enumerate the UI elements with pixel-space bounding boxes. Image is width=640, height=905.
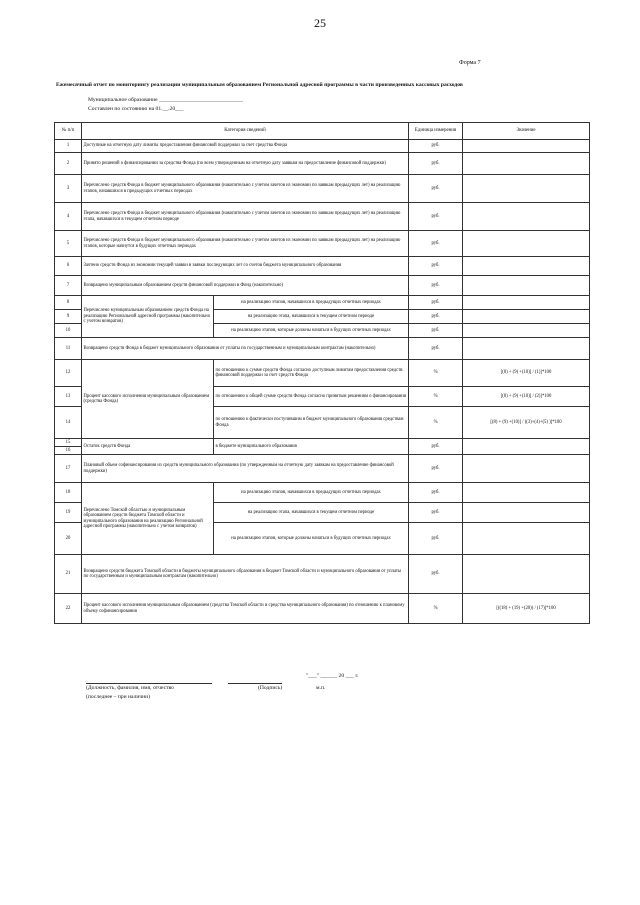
row-number: 18 xyxy=(55,483,82,503)
row-unit: руб. xyxy=(409,140,463,153)
row-unit: руб. xyxy=(409,231,463,257)
row-value: [((18) + (19) +(20)) / (17)]*100 xyxy=(463,594,590,624)
group-label: Процент кассового исполнения муниципальным образованием (средства Фонда) xyxy=(82,360,214,439)
row-unit: руб. xyxy=(409,276,463,296)
row-text: Возвращено средств Фонда в бюджет муниципального образования от уплаты по государственным и муниципальным контрактам (накопительно) xyxy=(82,338,409,360)
row-value xyxy=(463,555,590,594)
row-subtext: в бюджете муниципального образования xyxy=(214,439,409,455)
table-row xyxy=(55,483,590,503)
row-unit: руб. xyxy=(409,503,463,523)
report-table xyxy=(54,122,590,624)
page-number: 25 xyxy=(314,16,326,30)
row-unit: руб. xyxy=(409,257,463,276)
row-unit: % xyxy=(409,594,463,624)
row-text: Плановый объем софинансирования из средств муниципального образования (по утвержденным на отчетную дату заявкам на предоставление финансовой поддержки) xyxy=(82,455,409,483)
table-row xyxy=(55,203,590,231)
row-number: 14 xyxy=(55,407,82,439)
row-value xyxy=(463,140,590,153)
row-unit: % xyxy=(409,387,463,407)
row-text: Перечислено средств Фонда в бюджет муниципального образования (накопительно с учетом зачетов из экономии по заявкам предыдущих лет) на реализацию этапов, которые начнутся в будущих отчетных периодах xyxy=(82,231,409,257)
row-number: 16 xyxy=(55,447,82,455)
row-number: 4 xyxy=(55,203,82,231)
row-text: Возвращено муниципальным образованием средств финансовой поддержки в Фонд (накопительно) xyxy=(82,276,409,296)
row-unit: руб. xyxy=(409,455,463,483)
row-value xyxy=(463,310,590,324)
table-row xyxy=(55,594,590,624)
note-label: (последнее – при наличии) xyxy=(86,694,151,700)
form-label: Форма 7 xyxy=(459,60,481,66)
table-row xyxy=(55,257,590,276)
row-value xyxy=(463,439,590,455)
row-unit: % xyxy=(409,360,463,387)
row-value xyxy=(463,503,590,523)
header-value: Значение xyxy=(463,123,590,140)
row-number: 3 xyxy=(55,175,82,203)
row-number: 9 xyxy=(55,310,82,324)
row-value xyxy=(463,324,590,338)
row-value xyxy=(463,338,590,360)
row-value xyxy=(463,296,590,310)
row-text: Возвращено средств бюджета Томской области в бюджеты муниципального образования в бюджет Томской области и муниципального образования от уплаты по государственным и муниципальным контрактам (накопительно) xyxy=(82,555,409,594)
signature-label: (Подпись) xyxy=(258,685,283,691)
municipality-line: Муниципальное образование ______________________________ xyxy=(88,97,243,103)
row-value xyxy=(463,257,590,276)
position-line xyxy=(86,683,212,684)
row-number: 17 xyxy=(55,455,82,483)
row-value xyxy=(463,153,590,175)
row-text: Процент кассового исполнения муниципальным образованием (средства Томской области и средства муниципального образования) по отношению к плановому объему софинансирования xyxy=(82,594,409,624)
row-value: [(8) + (9) +(10)] / (1)]*100 xyxy=(463,360,590,387)
row-subtext: на реализацию этапа, начавшихся в текущем отчетном периоде xyxy=(214,310,409,324)
row-unit: руб. xyxy=(409,483,463,503)
row-number: 7 xyxy=(55,276,82,296)
table-row xyxy=(55,338,590,360)
row-number: 8 xyxy=(55,296,82,310)
row-number: 5 xyxy=(55,231,82,257)
row-number: 12 xyxy=(55,360,82,387)
table-row xyxy=(55,439,590,447)
row-value: [(8) + (9) +(10)] / (2)]*100 xyxy=(463,387,590,407)
row-unit: % xyxy=(409,407,463,439)
row-number: 13 xyxy=(55,387,82,407)
row-text: Перечислено средств Фонда в бюджет муниципального образования (накопительно с учетом зачетов из экономии по заявкам предыдущих лет) на реализацию этапа, начавшихся в текущем отчетном периоде xyxy=(82,203,409,231)
row-number: 22 xyxy=(55,594,82,624)
row-number: 10 xyxy=(55,324,82,338)
signature-date: "___" ______ 20 ___ г. xyxy=(306,673,359,679)
row-value xyxy=(463,203,590,231)
row-unit: руб. xyxy=(409,310,463,324)
row-unit: руб. xyxy=(409,153,463,175)
seal-label: м.п. xyxy=(316,685,326,691)
row-subtext: на реализацию этапа, начавшихся в текущем отчетном периоде xyxy=(214,503,409,523)
row-subtext: по отношению к фактически поступившим в бюджет муниципального образования средствам Фонда xyxy=(214,407,409,439)
table-row xyxy=(55,360,590,387)
group-label: Перечислено Томской областью и муниципальным образованием средств бюджета Томской области и муниципального образования на реализацию Региональной адресной программы (накопительно с учетом возвратов) xyxy=(82,483,214,555)
row-number: 2 xyxy=(55,153,82,175)
row-unit: руб. xyxy=(409,203,463,231)
header-num: № п/п xyxy=(55,123,82,140)
row-unit: руб. xyxy=(409,523,463,555)
row-text: Принято решений о финансировании за средства Фонда (по всем утвержденным на отчетную дату заявкам на предоставление финансовой поддержки) xyxy=(82,153,409,175)
row-subtext: на реализацию этапов, начавшихся в предыдущих отчетных периодах xyxy=(214,483,409,503)
row-unit: руб. xyxy=(409,338,463,360)
row-number: 6 xyxy=(55,257,82,276)
row-number: 21 xyxy=(55,555,82,594)
row-text: Зачтено средств Фонда из экономии текущей заявки в заявки последующих лет со счетов бюджета муниципального образования xyxy=(82,257,409,276)
table-row xyxy=(55,175,590,203)
position-label: (Должность, фамилия, имя, отчество xyxy=(86,685,174,691)
table-row xyxy=(55,296,590,310)
table-row xyxy=(55,231,590,257)
row-text: Перечислено средств Фонда в бюджет муниципального образования (накопительно с учетом зачетов из экономии по заявкам предыдущих лет) на реализацию этапов, начавшихся в предыдущих отчетных периодах xyxy=(82,175,409,203)
row-number: 20 xyxy=(55,523,82,555)
row-unit: руб. xyxy=(409,324,463,338)
row-value xyxy=(463,523,590,555)
header-unit: Единица измерения xyxy=(409,123,463,140)
row-unit: руб. xyxy=(409,555,463,594)
row-text: Доступные на отчетную дату лимиты предоставления финансовой поддержки за счет средства Фонда xyxy=(82,140,409,153)
row-number: 11 xyxy=(55,338,82,360)
header-category: Категория сведений xyxy=(82,123,409,140)
document-title: Ежемесячный отчет по мониторингу реализации муниципальным образованием Региональной адресной программы в части произведенных кассовых расходов xyxy=(56,82,463,88)
row-number: 19 xyxy=(55,503,82,523)
row-subtext: по отношению к сумме средств Фонда согласно доступным лимитам предоставления средств финансовой поддержки за счет средств Фонда xyxy=(214,360,409,387)
row-subtext: на реализацию этапов, которые должны начаться в будущих отчетных периодах xyxy=(214,523,409,555)
date-line: Составлен по состоянию на 01.__.20___ xyxy=(88,106,184,112)
row-subtext: на реализацию этапов, начавшихся в предыдущих отчетных периодах xyxy=(214,296,409,310)
row-number: 15 xyxy=(55,439,82,447)
row-value xyxy=(463,276,590,296)
row-value: [(8) + (9) +(10)] / ((3)+(4)+(5) )]*100 xyxy=(463,407,590,439)
row-subtext: по отношению к общей сумме средств Фонда согласно принятым решениям о финансировании xyxy=(214,387,409,407)
row-value xyxy=(463,175,590,203)
table-row xyxy=(55,555,590,594)
row-unit: руб. xyxy=(409,175,463,203)
row-value xyxy=(463,231,590,257)
group-label: Перечислено муниципальным образованием средств Фонда на реализацию Региональной адресной программы (накопительно с учетом возвратов) xyxy=(82,296,214,338)
row-unit: руб. xyxy=(409,296,463,310)
row-text: Остаток средств Фонда xyxy=(82,439,214,455)
row-subtext: на реализацию этапов, которые должны начаться в будущих отчетных периодах xyxy=(214,324,409,338)
table-row xyxy=(55,276,590,296)
row-value xyxy=(463,483,590,503)
table-row xyxy=(55,455,590,483)
signature-line xyxy=(228,683,282,684)
row-value xyxy=(463,455,590,483)
table-row xyxy=(55,140,590,153)
row-number: 1 xyxy=(55,140,82,153)
table-row xyxy=(55,153,590,175)
table-header-row xyxy=(55,123,590,140)
row-unit: руб. xyxy=(409,439,463,455)
